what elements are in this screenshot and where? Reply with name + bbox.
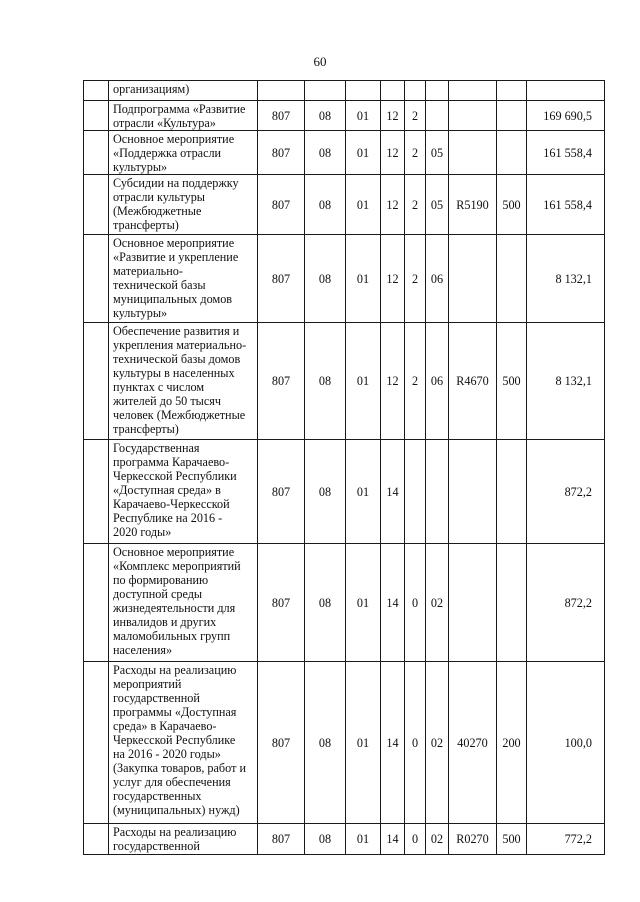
subprogram-code: 0 <box>405 544 426 662</box>
admin-code: 807 <box>258 323 305 440</box>
subprogram-code: 0 <box>405 662 426 824</box>
direction-code: 40270 <box>449 662 497 824</box>
table-row <box>84 323 605 440</box>
blank-cell <box>84 101 109 131</box>
admin-code: 807 <box>258 824 305 855</box>
subsection-code <box>346 81 381 101</box>
subprogram-code: 2 <box>405 175 426 235</box>
expense-type-code: 500 <box>497 323 527 440</box>
table-row <box>84 131 605 175</box>
row-name: Расходы на реализацию мероприятий государственной программы «Доступная среда» в Карачаево- Черкесской Республике на 2016 - 2020 годы» (Закупка товаров, работ и услуг для обеспечения государственных (муниципальных) нужд) <box>113 663 246 817</box>
event-code: 02 <box>426 662 449 824</box>
admin-code: 807 <box>258 131 305 175</box>
blank-cell <box>84 323 109 440</box>
amount <box>527 81 605 101</box>
direction-code: R0270 <box>449 824 497 855</box>
section-code: 08 <box>305 175 346 235</box>
program-code: 12 <box>381 323 405 440</box>
direction-code: R4670 <box>449 323 497 440</box>
subsection-code: 01 <box>346 544 381 662</box>
subprogram-code: 2 <box>405 101 426 131</box>
subprogram-code: 2 <box>405 323 426 440</box>
blank-cell <box>84 81 109 101</box>
blank-cell <box>84 824 109 855</box>
row-name: Обеспечение развития и укрепления материально- технической базы домов культуры в населенных пунктах с числом жителей до 50 тысяч человек (Межбюджетные трансферты) <box>113 324 247 436</box>
amount: 169 690,5 <box>527 101 605 131</box>
admin-code: 807 <box>258 101 305 131</box>
subsection-code: 01 <box>346 235 381 323</box>
table-row <box>84 81 605 101</box>
amount: 8 132,1 <box>527 323 605 440</box>
table-row <box>84 235 605 323</box>
budget-table <box>83 80 605 855</box>
direction-code <box>449 131 497 175</box>
event-code: 02 <box>426 824 449 855</box>
table-row <box>84 824 605 855</box>
direction-code: R5190 <box>449 175 497 235</box>
subprogram-code: 2 <box>405 131 426 175</box>
program-code: 14 <box>381 824 405 855</box>
subprogram-code: 0 <box>405 824 426 855</box>
amount: 8 132,1 <box>527 235 605 323</box>
program-code: 12 <box>381 131 405 175</box>
amount: 872,2 <box>527 544 605 662</box>
expense-type-code <box>497 101 527 131</box>
event-code <box>426 81 449 101</box>
subprogram-code: 2 <box>405 235 426 323</box>
direction-code <box>449 544 497 662</box>
expense-type-code <box>497 440 527 544</box>
admin-code: 807 <box>258 544 305 662</box>
program-code: 12 <box>381 175 405 235</box>
direction-code <box>449 101 497 131</box>
row-name: организациям) <box>113 82 190 96</box>
blank-cell <box>84 440 109 544</box>
table-row <box>84 101 605 131</box>
table-row <box>84 175 605 235</box>
section-code: 08 <box>305 824 346 855</box>
subsection-code: 01 <box>346 101 381 131</box>
expense-type-code <box>497 544 527 662</box>
amount: 872,2 <box>527 440 605 544</box>
admin-code: 807 <box>258 662 305 824</box>
row-name: Основное мероприятие «Развитие и укрепление материально- технической базы муниципальных домов культуры» <box>113 236 239 320</box>
subprogram-code <box>405 81 426 101</box>
section-code: 08 <box>305 101 346 131</box>
blank-cell <box>84 662 109 824</box>
subsection-code: 01 <box>346 824 381 855</box>
blank-cell <box>84 544 109 662</box>
event-code: 06 <box>426 323 449 440</box>
blank-cell <box>84 235 109 323</box>
section-code: 08 <box>305 235 346 323</box>
amount: 161 558,4 <box>527 131 605 175</box>
subsection-code: 01 <box>346 323 381 440</box>
blank-cell <box>84 131 109 175</box>
section-code: 08 <box>305 440 346 544</box>
program-code: 14 <box>381 544 405 662</box>
section-code: 08 <box>305 131 346 175</box>
row-name: Субсидии на поддержку отрасли культуры (Межбюджетные трансферты) <box>113 176 239 232</box>
direction-code <box>449 81 497 101</box>
direction-code <box>449 440 497 544</box>
section-code: 08 <box>305 544 346 662</box>
program-code: 14 <box>381 440 405 544</box>
program-code: 12 <box>381 101 405 131</box>
event-code: 06 <box>426 235 449 323</box>
row-name: Подпрограмма «Развитие отрасли «Культура» <box>113 102 246 130</box>
row-name: Расходы на реализацию государственной <box>113 825 237 853</box>
event-code <box>426 101 449 131</box>
direction-code <box>449 235 497 323</box>
expense-type-code: 500 <box>497 175 527 235</box>
subprogram-code <box>405 440 426 544</box>
table-row <box>84 544 605 662</box>
section-code: 08 <box>305 662 346 824</box>
expense-type-code <box>497 81 527 101</box>
blank-cell <box>84 175 109 235</box>
row-name: Государственная программа Карачаево- Черкесской Республики «Доступная среда» в Карачаево-Черкесской Республике на 2016 - 2020 годы» <box>113 441 237 539</box>
expense-type-code: 200 <box>497 662 527 824</box>
admin-code: 807 <box>258 235 305 323</box>
row-name: Основное мероприятие «Комплекс мероприятий по формированию доступной среды жизнедеятельности для инвалидов и других маломобильных групп населения» <box>113 545 241 657</box>
amount: 772,2 <box>527 824 605 855</box>
page-number: 60 <box>313 54 327 69</box>
subsection-code: 01 <box>346 131 381 175</box>
event-code: 02 <box>426 544 449 662</box>
admin-code: 807 <box>258 175 305 235</box>
program-code: 14 <box>381 662 405 824</box>
program-code <box>381 81 405 101</box>
table-row <box>84 662 605 824</box>
event-code <box>426 440 449 544</box>
expense-type-code <box>497 235 527 323</box>
section-code: 08 <box>305 323 346 440</box>
expense-type-code <box>497 131 527 175</box>
row-name: Основное мероприятие «Поддержка отрасли культуры» <box>113 132 235 174</box>
subsection-code: 01 <box>346 662 381 824</box>
table-row <box>84 440 605 544</box>
admin-code <box>258 81 305 101</box>
event-code: 05 <box>426 131 449 175</box>
subsection-code: 01 <box>346 440 381 544</box>
amount: 161 558,4 <box>527 175 605 235</box>
subsection-code: 01 <box>346 175 381 235</box>
program-code: 12 <box>381 235 405 323</box>
section-code <box>305 81 346 101</box>
admin-code: 807 <box>258 440 305 544</box>
expense-type-code: 500 <box>497 824 527 855</box>
amount: 100,0 <box>527 662 605 824</box>
event-code: 05 <box>426 175 449 235</box>
